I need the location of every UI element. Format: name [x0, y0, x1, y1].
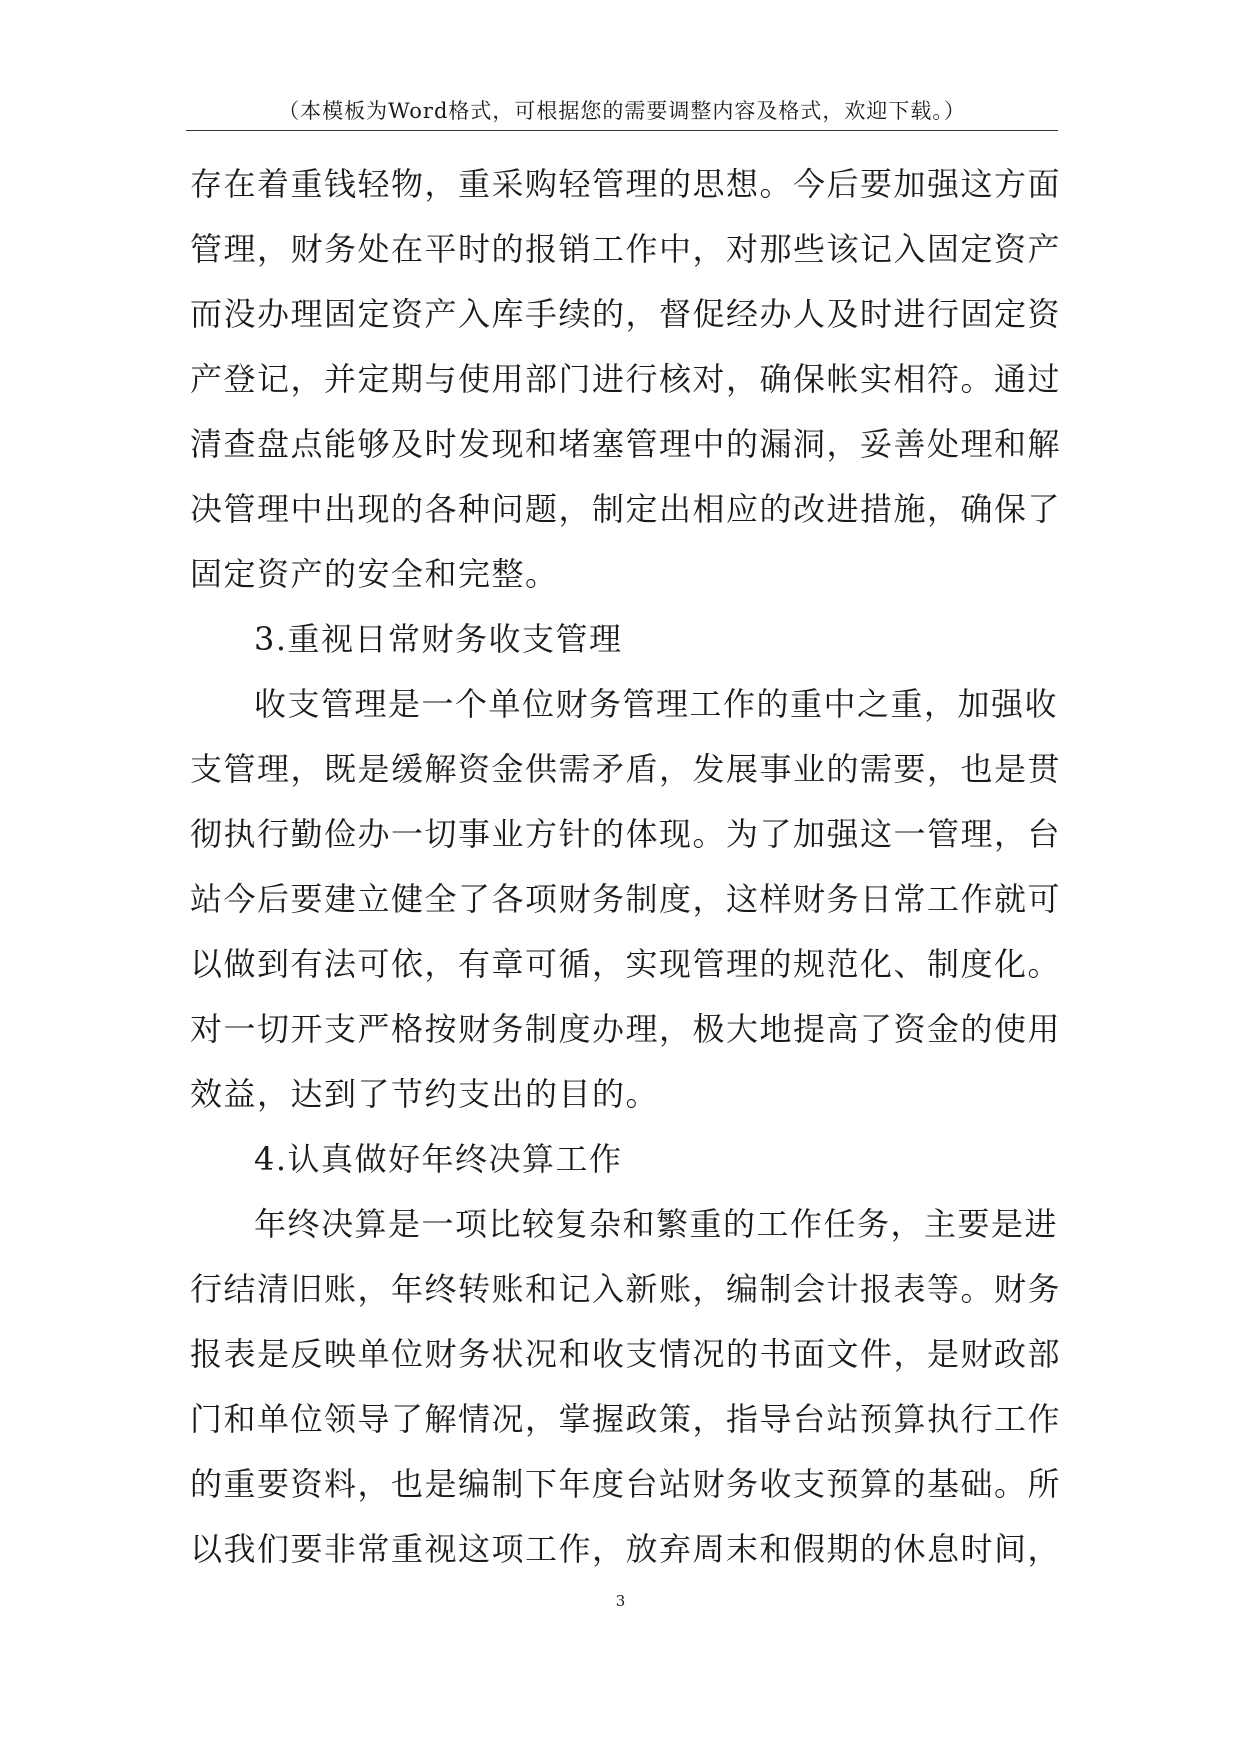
text-line: 清查盘点能够及时发现和堵塞管理中的漏洞，妥善处理和解 [190, 425, 1062, 463]
text-line: 存在着重钱轻物，重采购轻管理的思想。今后要加强这方面 [190, 165, 1062, 203]
text-line: 管理，财务处在平时的报销工作中，对那些该记入固定资产 [190, 230, 1062, 268]
text-line: 固定资产的安全和完整。 [190, 555, 559, 593]
text-line: 年终决算是一项比较复杂和繁重的工作任务，主要是进 [254, 1205, 1059, 1243]
text-line: 站今后要建立健全了各项财务制度，这样财务日常工作就可 [190, 880, 1062, 918]
text-line: 4.认真做好年终决算工作 [254, 1140, 623, 1178]
text-line: 行结清旧账，年终转账和记入新账，编制会计报表等。财务 [190, 1270, 1062, 1308]
text-line: 3.重视日常财务收支管理 [254, 620, 623, 658]
page-number: 3 [615, 1592, 626, 1610]
text-line: 而没办理固定资产入库手续的，督促经办人及时进行固定资 [190, 295, 1062, 333]
text-line: 效益，达到了节约支出的目的。 [190, 1075, 660, 1113]
text-line: 彻执行勤俭办一切事业方针的体现。为了加强这一管理，台 [190, 815, 1062, 853]
page-header: （本模板为Word格式，可根据您的需要调整内容及格式，欢迎下载。） [278, 99, 966, 123]
text-line: 支管理，既是缓解资金供需矛盾，发展事业的需要，也是贯 [190, 750, 1062, 788]
text-line: 收支管理是一个单位财务管理工作的重中之重，加强收 [254, 685, 1059, 723]
body-text [190, 152, 1060, 1582]
text-line: 以我们要非常重视这项工作，放弃周末和假期的休息时间， [190, 1530, 1062, 1568]
header-rule [186, 130, 1058, 131]
text-line: 的重要资料，也是编制下年度台站财务收支预算的基础。所 [190, 1465, 1062, 1503]
text-line: 门和单位领导了解情况，掌握政策，指导台站预算执行工作 [190, 1400, 1062, 1438]
text-line: 产登记，并定期与使用部门进行核对，确保帐实相符。通过 [190, 360, 1062, 398]
text-line: 决管理中出现的各种问题，制定出相应的改进措施，确保了 [190, 490, 1062, 528]
text-line: 报表是反映单位财务状况和收支情况的书面文件，是财政部 [190, 1335, 1062, 1373]
text-line: 以做到有法可依，有章可循，实现管理的规范化、制度化。 [190, 945, 1062, 983]
text-line: 对一切开支严格按财务制度办理，极大地提高了资金的使用 [190, 1010, 1062, 1048]
